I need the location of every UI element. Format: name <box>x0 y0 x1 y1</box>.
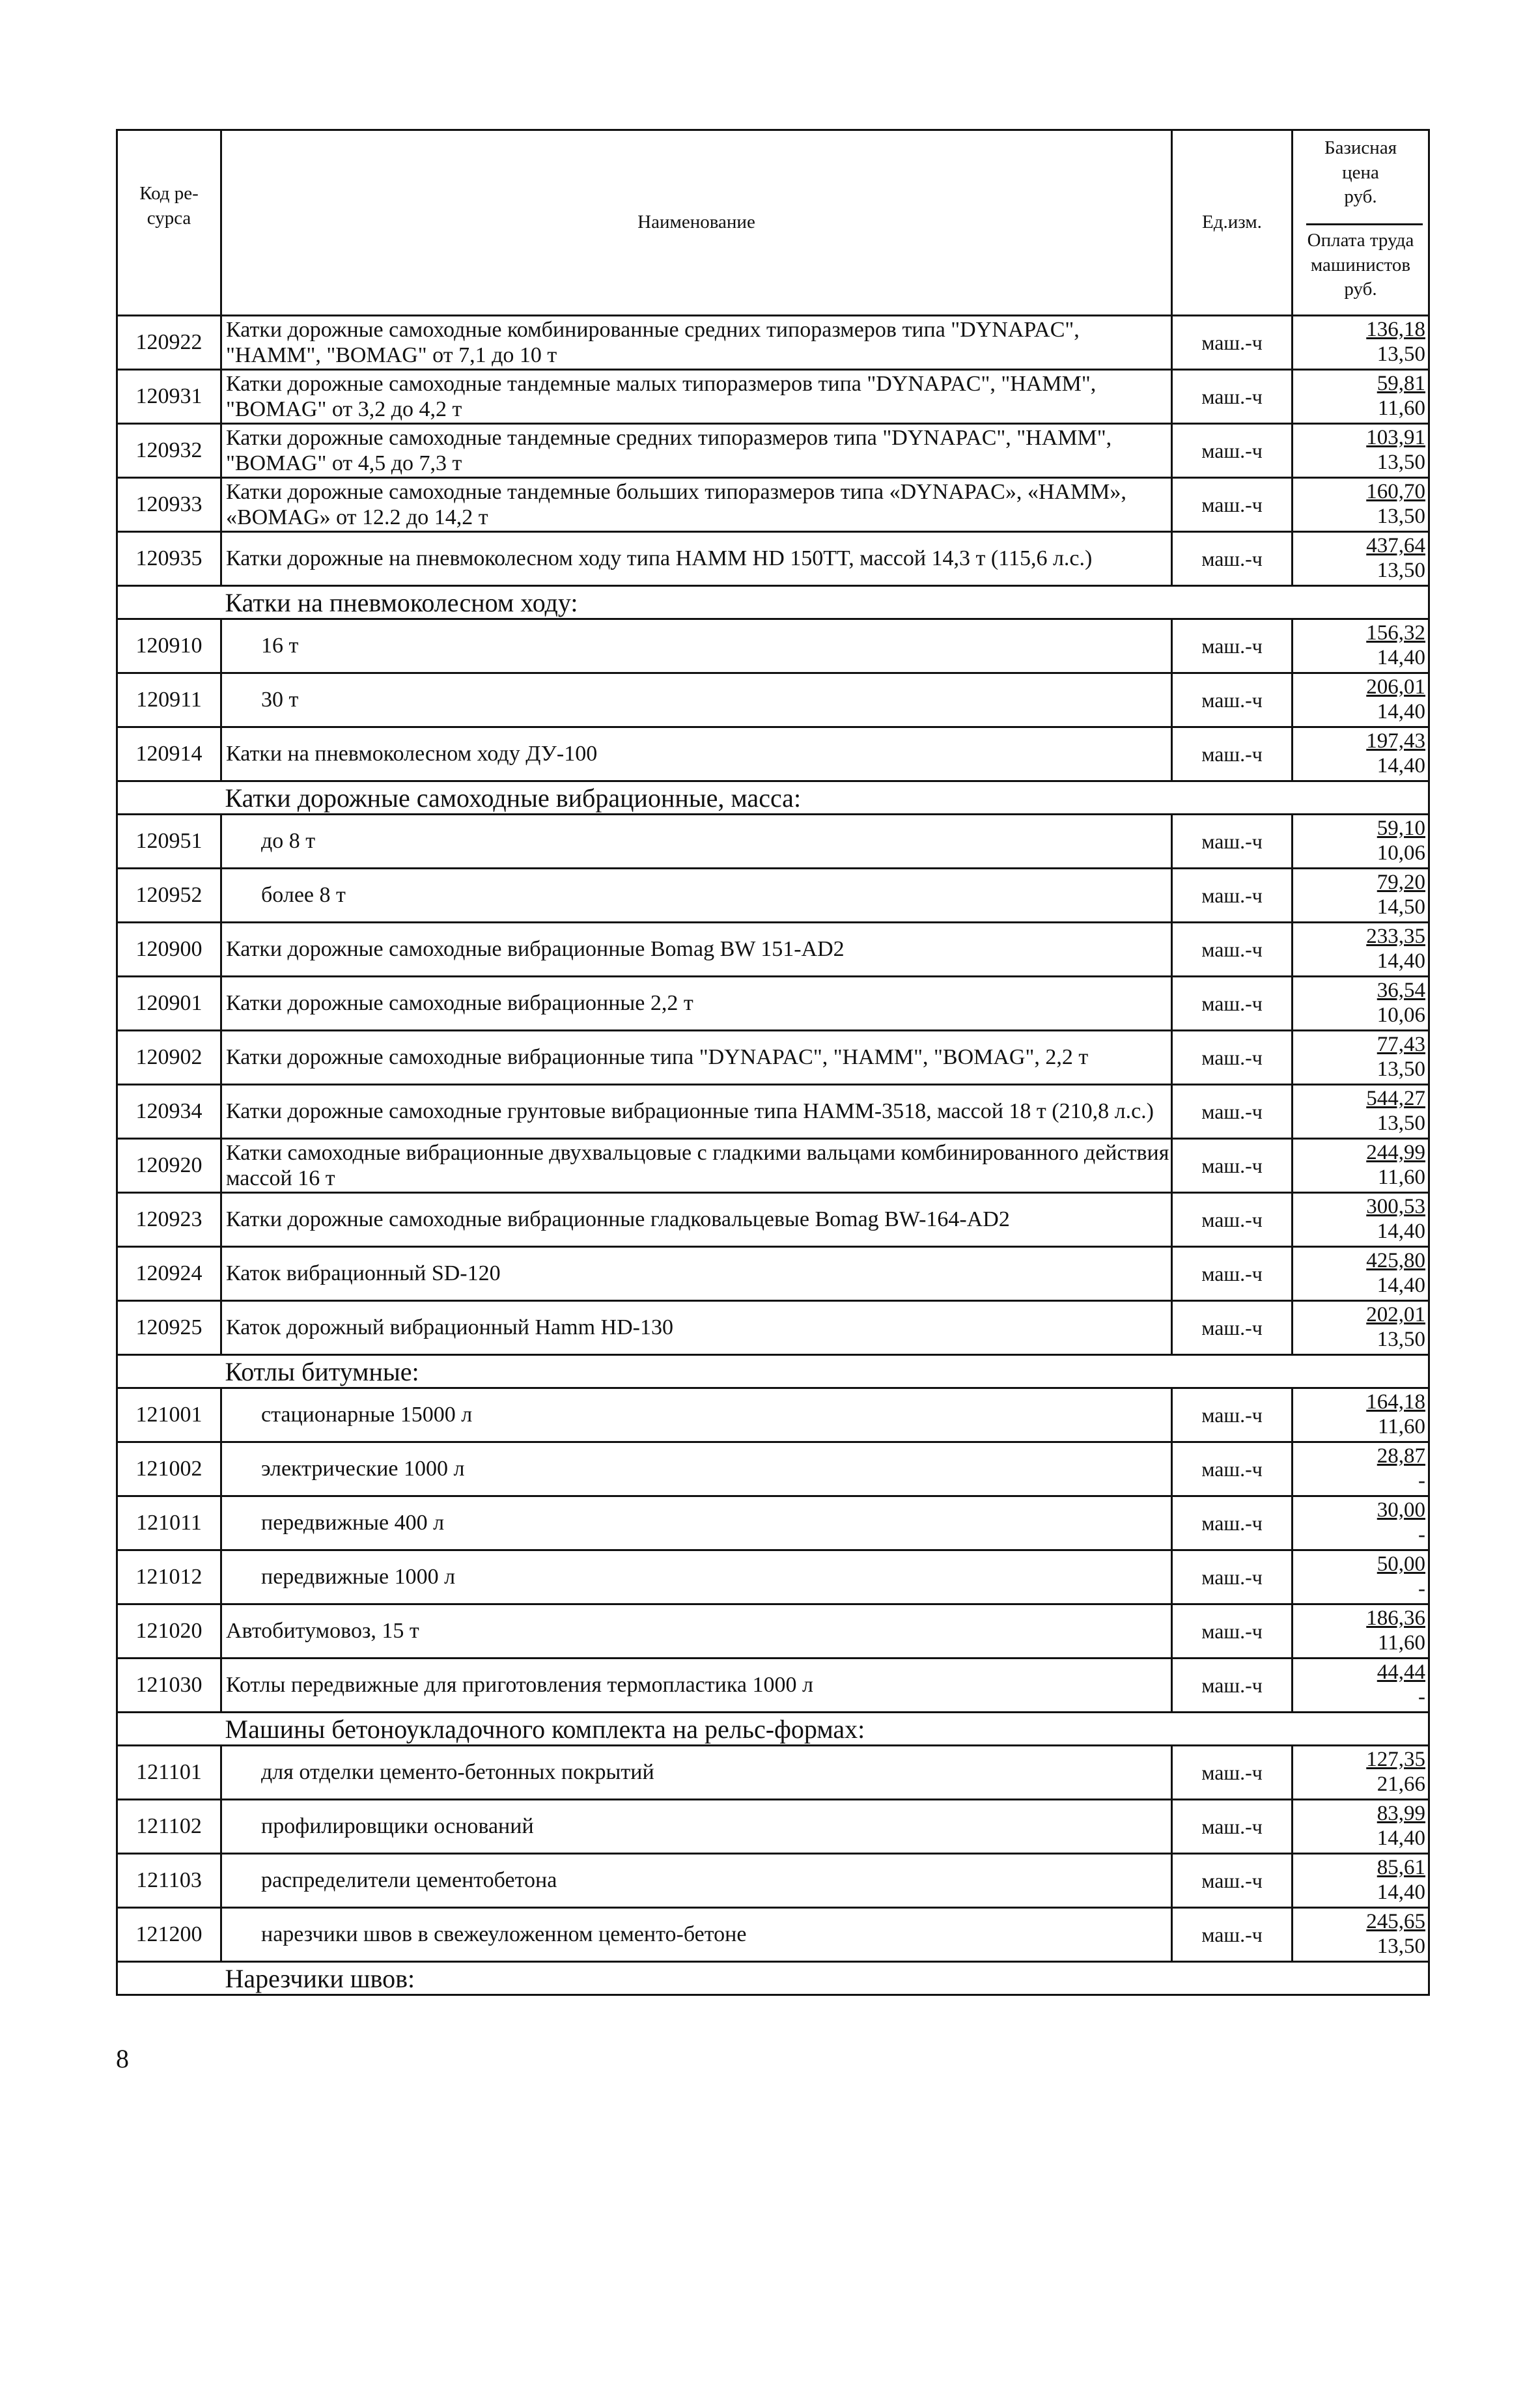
unit-of-measure: маш.-ч <box>1172 619 1293 673</box>
resource-code: 120922 <box>117 316 221 370</box>
price-cell <box>1293 1139 1429 1193</box>
operator-labor-cost: - <box>1418 1685 1425 1709</box>
table-row <box>117 1854 1429 1908</box>
header-code-label: Код ре- сурса <box>139 183 199 229</box>
base-price: 30,00 <box>1377 1498 1425 1522</box>
price-cell <box>1293 1442 1429 1496</box>
unit-of-measure: маш.-ч <box>1172 1139 1293 1193</box>
resource-name: 16 т <box>221 619 1172 673</box>
base-price: 202,01 <box>1366 1303 1425 1327</box>
header-base-price: Базисная цена руб. <box>1324 137 1397 208</box>
table-row <box>117 1604 1429 1659</box>
base-price: 233,35 <box>1366 925 1425 949</box>
base-price: 85,61 <box>1377 1856 1425 1880</box>
resource-code: 121012 <box>117 1550 221 1604</box>
table-row <box>117 673 1429 727</box>
operator-labor-cost: 14,40 <box>1377 1220 1425 1243</box>
operator-labor-cost: 10,06 <box>1377 1003 1425 1027</box>
group-code-cell <box>117 586 221 619</box>
base-price: 59,81 <box>1377 372 1425 396</box>
resource-name: Катки на пневмоколесном ходу ДУ-100 <box>221 727 1172 781</box>
group-heading: Машины бетоноукладочного комплекта на рельс-формах: <box>221 1713 1429 1746</box>
resource-code: 120910 <box>117 619 221 673</box>
operator-labor-cost: 14,40 <box>1377 754 1425 777</box>
resource-code: 120911 <box>117 673 221 727</box>
unit-of-measure: маш.-ч <box>1172 869 1293 923</box>
table-row <box>117 1908 1429 1962</box>
table-body <box>117 316 1429 1995</box>
group-heading: Катки дорожные самоходные вибрационные, масса: <box>221 781 1429 815</box>
unit-of-measure: маш.-ч <box>1172 1746 1293 1800</box>
base-price: 437,64 <box>1366 534 1425 558</box>
resource-code: 120923 <box>117 1193 221 1247</box>
operator-labor-cost: 14,50 <box>1377 895 1425 919</box>
price-cell <box>1293 424 1429 478</box>
operator-labor-cost: 14,40 <box>1377 700 1425 723</box>
group-heading: Нарезчики швов: <box>221 1962 1429 1995</box>
table-row <box>117 619 1429 673</box>
resource-name: Каток вибрационный SD-120 <box>221 1247 1172 1301</box>
price-cell <box>1293 1031 1429 1085</box>
group-heading-row <box>117 1713 1429 1746</box>
table-row <box>117 1247 1429 1301</box>
unit-of-measure: маш.-ч <box>1172 1442 1293 1496</box>
price-cell <box>1293 1746 1429 1800</box>
group-code-cell <box>117 1962 221 1995</box>
table-row <box>117 727 1429 781</box>
resource-name: Автобитумовоз, 15 т <box>221 1604 1172 1659</box>
price-cell <box>1293 1247 1429 1301</box>
unit-of-measure: маш.-ч <box>1172 923 1293 977</box>
resource-code: 121001 <box>117 1388 221 1442</box>
operator-labor-cost: 13,50 <box>1377 1328 1425 1351</box>
group-heading-row <box>117 1962 1429 1995</box>
base-price: 44,44 <box>1377 1660 1425 1685</box>
resource-code: 120934 <box>117 1085 221 1139</box>
unit-of-measure: маш.-ч <box>1172 1496 1293 1550</box>
operator-labor-cost: 11,60 <box>1377 1166 1425 1189</box>
resource-code: 120933 <box>117 478 221 532</box>
group-heading-row <box>117 586 1429 619</box>
price-cell <box>1293 1193 1429 1247</box>
unit-of-measure: маш.-ч <box>1172 1388 1293 1442</box>
resource-name: до 8 т <box>221 815 1172 869</box>
resource-name: Катки дорожные на пневмоколесном ходу типа HAMM HD 150TT, массой 14,3 т (115,6 л.с.) <box>221 532 1172 586</box>
operator-labor-cost: 13,50 <box>1377 505 1425 528</box>
resource-name: распределители цементобетона <box>221 1854 1172 1908</box>
resource-name: передвижные 1000 л <box>221 1550 1172 1604</box>
price-cell <box>1293 673 1429 727</box>
unit-of-measure: маш.-ч <box>1172 727 1293 781</box>
base-price: 36,54 <box>1377 979 1425 1003</box>
operator-labor-cost: 11,60 <box>1377 1631 1425 1655</box>
operator-labor-cost: 14,40 <box>1377 949 1425 973</box>
price-cell <box>1293 1854 1429 1908</box>
resource-code: 120900 <box>117 923 221 977</box>
unit-of-measure: маш.-ч <box>1172 1800 1293 1854</box>
resource-code: 120902 <box>117 1031 221 1085</box>
price-cell <box>1293 1301 1429 1355</box>
base-price: 544,27 <box>1366 1087 1425 1111</box>
unit-of-measure: маш.-ч <box>1172 1301 1293 1355</box>
table-row <box>117 1442 1429 1496</box>
resource-name: для отделки цементо-бетонных покрытий <box>221 1746 1172 1800</box>
resource-name: Катки дорожные самоходные комбинированные средних типоразмеров типа "DYNAPAC", "HAMM", "BOMAG" от 7,1 до 10 т <box>221 316 1172 370</box>
base-price: 83,99 <box>1377 1802 1425 1826</box>
header-code <box>117 130 221 316</box>
resource-name: стационарные 15000 л <box>221 1388 1172 1442</box>
operator-labor-cost: 13,50 <box>1377 1057 1425 1081</box>
price-cell <box>1293 977 1429 1031</box>
resource-name: Катки дорожные самоходные вибрационные гладковальцевые Bomag BW-164-AD2 <box>221 1193 1172 1247</box>
resource-name: 30 т <box>221 673 1172 727</box>
unit-of-measure: маш.-ч <box>1172 316 1293 370</box>
group-code-cell <box>117 781 221 815</box>
header-price <box>1293 130 1429 316</box>
unit-of-measure: маш.-ч <box>1172 370 1293 424</box>
table-row <box>117 424 1429 478</box>
operator-labor-cost: - <box>1418 1577 1425 1601</box>
operator-labor-cost: 14,40 <box>1377 1881 1425 1904</box>
unit-of-measure: маш.-ч <box>1172 1193 1293 1247</box>
price-cell <box>1293 815 1429 869</box>
resource-name: Катки дорожные самоходные грунтовые вибрационные типа HAMM-3518, массой 18 т (210,8 л.с.) <box>221 1085 1172 1139</box>
price-cell <box>1293 619 1429 673</box>
price-cell <box>1293 1604 1429 1659</box>
base-price: 164,18 <box>1366 1390 1425 1414</box>
resource-code: 121030 <box>117 1659 221 1713</box>
resource-name: Катки дорожные самоходные тандемные малых типоразмеров типа "DYNAPAC", "HAMM", "BOMAG" от 3,2 до 4,2 т <box>221 370 1172 424</box>
base-price: 50,00 <box>1377 1552 1425 1576</box>
table-row <box>117 1139 1429 1193</box>
resource-code: 121011 <box>117 1496 221 1550</box>
price-cell <box>1293 1550 1429 1604</box>
operator-labor-cost: 13,50 <box>1377 1112 1425 1135</box>
operator-labor-cost: 13,50 <box>1377 451 1425 474</box>
operator-labor-cost: - <box>1418 1523 1425 1547</box>
unit-of-measure: маш.-ч <box>1172 1908 1293 1962</box>
price-table-page <box>116 129 1428 2408</box>
table-row <box>117 1659 1429 1713</box>
operator-labor-cost: 13,50 <box>1377 343 1425 366</box>
resource-name: нарезчики швов в свежеуложенном цементо-бетоне <box>221 1908 1172 1962</box>
base-price: 425,80 <box>1366 1249 1425 1273</box>
base-price: 197,43 <box>1366 729 1425 753</box>
resource-code: 121101 <box>117 1746 221 1800</box>
table-row <box>117 370 1429 424</box>
resource-name: более 8 т <box>221 869 1172 923</box>
base-price: 127,35 <box>1366 1748 1425 1772</box>
header-operator-labor: Оплата труда машинистов руб. <box>1307 230 1414 300</box>
header-unit: Ед.изм. <box>1172 130 1293 316</box>
table-row <box>117 815 1429 869</box>
header-divider <box>1306 223 1423 225</box>
operator-labor-cost: - <box>1418 1469 1425 1492</box>
resource-name: Катки дорожные самоходные вибрационные Bomag BW 151-AD2 <box>221 923 1172 977</box>
unit-of-measure: маш.-ч <box>1172 1604 1293 1659</box>
price-cell <box>1293 370 1429 424</box>
price-cell <box>1293 1908 1429 1962</box>
table-row <box>117 1031 1429 1085</box>
table-row <box>117 869 1429 923</box>
resource-name: Каток дорожный вибрационный Hamm HD-130 <box>221 1301 1172 1355</box>
resource-name: Котлы передвижные для приготовления термопластика 1000 л <box>221 1659 1172 1713</box>
base-price: 160,70 <box>1366 480 1425 504</box>
resource-name: Катки дорожные самоходные тандемные средних типоразмеров типа "DYNAPAC", "HAMM", "BOMAG" от 4,5 до 7,3 т <box>221 424 1172 478</box>
resource-code: 121102 <box>117 1800 221 1854</box>
resource-code: 121103 <box>117 1854 221 1908</box>
operator-labor-cost: 14,40 <box>1377 1274 1425 1297</box>
group-heading: Котлы битумные: <box>221 1355 1429 1388</box>
resource-code: 120952 <box>117 869 221 923</box>
operator-labor-cost: 10,06 <box>1377 841 1425 865</box>
table-row <box>117 1550 1429 1604</box>
price-cell <box>1293 1496 1429 1550</box>
price-cell <box>1293 316 1429 370</box>
base-price: 103,91 <box>1366 426 1425 450</box>
table-row <box>117 316 1429 370</box>
resource-code: 120931 <box>117 370 221 424</box>
resource-code: 120914 <box>117 727 221 781</box>
operator-labor-cost: 21,66 <box>1377 1772 1425 1796</box>
table-row <box>117 478 1429 532</box>
group-heading-row <box>117 1355 1429 1388</box>
unit-of-measure: маш.-ч <box>1172 815 1293 869</box>
price-cell <box>1293 1388 1429 1442</box>
price-cell <box>1293 727 1429 781</box>
resource-name: Катки самоходные вибрационные двухвальцовые с гладкими вальцами комбинированного действия массой 16 т <box>221 1139 1172 1193</box>
price-cell <box>1293 1659 1429 1713</box>
group-heading: Катки на пневмоколесном ходу: <box>221 586 1429 619</box>
operator-labor-cost: 14,40 <box>1377 646 1425 669</box>
base-price: 245,65 <box>1366 1910 1425 1934</box>
table-row <box>117 1496 1429 1550</box>
price-cell <box>1293 478 1429 532</box>
resource-code: 120925 <box>117 1301 221 1355</box>
group-code-cell <box>117 1713 221 1746</box>
table-header-row <box>117 130 1429 316</box>
resource-code: 121002 <box>117 1442 221 1496</box>
unit-of-measure: маш.-ч <box>1172 478 1293 532</box>
resource-name: Катки дорожные самоходные вибрационные 2,2 т <box>221 977 1172 1031</box>
unit-of-measure: маш.-ч <box>1172 1659 1293 1713</box>
price-cell <box>1293 1800 1429 1854</box>
table-row <box>117 1800 1429 1854</box>
base-price: 244,99 <box>1366 1141 1425 1165</box>
table-row <box>117 1193 1429 1247</box>
base-price: 206,01 <box>1366 675 1425 699</box>
resource-code: 120935 <box>117 532 221 586</box>
resource-price-table <box>116 129 1430 1996</box>
price-cell <box>1293 1085 1429 1139</box>
unit-of-measure: маш.-ч <box>1172 532 1293 586</box>
base-price: 186,36 <box>1366 1606 1425 1631</box>
table-row <box>117 1746 1429 1800</box>
resource-code: 121020 <box>117 1604 221 1659</box>
base-price: 28,87 <box>1377 1444 1425 1468</box>
price-cell <box>1293 532 1429 586</box>
unit-of-measure: маш.-ч <box>1172 1550 1293 1604</box>
resource-code: 120951 <box>117 815 221 869</box>
group-code-cell <box>117 1355 221 1388</box>
table-row <box>117 1388 1429 1442</box>
resource-code: 120901 <box>117 977 221 1031</box>
table-row <box>117 1085 1429 1139</box>
base-price: 59,10 <box>1377 817 1425 841</box>
table-row <box>117 1301 1429 1355</box>
group-heading-row <box>117 781 1429 815</box>
operator-labor-cost: 14,40 <box>1377 1827 1425 1850</box>
price-cell <box>1293 923 1429 977</box>
resource-name: Катки дорожные самоходные тандемные больших типоразмеров типа «DYNAPAC», «HAMM», «BOMAG» от 12.2 до 14,2 т <box>221 478 1172 532</box>
base-price: 79,20 <box>1377 871 1425 895</box>
header-name: Наименование <box>221 130 1172 316</box>
unit-of-measure: маш.-ч <box>1172 977 1293 1031</box>
resource-code: 120924 <box>117 1247 221 1301</box>
operator-labor-cost: 13,50 <box>1377 559 1425 582</box>
unit-of-measure: маш.-ч <box>1172 1854 1293 1908</box>
operator-labor-cost: 13,50 <box>1377 1935 1425 1958</box>
price-cell <box>1293 869 1429 923</box>
operator-labor-cost: 11,60 <box>1377 397 1425 420</box>
resource-name: Катки дорожные самоходные вибрационные типа "DYNAPAC", "HAMM", "BOMAG", 2,2 т <box>221 1031 1172 1085</box>
table-row <box>117 923 1429 977</box>
unit-of-measure: маш.-ч <box>1172 424 1293 478</box>
resource-code: 121200 <box>117 1908 221 1962</box>
unit-of-measure: маш.-ч <box>1172 1031 1293 1085</box>
base-price: 136,18 <box>1366 318 1425 342</box>
resource-name: профилировщики оснований <box>221 1800 1172 1854</box>
operator-labor-cost: 11,60 <box>1377 1415 1425 1438</box>
resource-code: 120920 <box>117 1139 221 1193</box>
resource-name: электрические 1000 л <box>221 1442 1172 1496</box>
unit-of-measure: маш.-ч <box>1172 1247 1293 1301</box>
base-price: 300,53 <box>1366 1195 1425 1219</box>
page-number: 8 <box>116 2044 129 2073</box>
base-price: 77,43 <box>1377 1033 1425 1057</box>
resource-code: 120932 <box>117 424 221 478</box>
unit-of-measure: маш.-ч <box>1172 1085 1293 1139</box>
table-row <box>117 532 1429 586</box>
resource-name: передвижные 400 л <box>221 1496 1172 1550</box>
base-price: 156,32 <box>1366 621 1425 645</box>
unit-of-measure: маш.-ч <box>1172 673 1293 727</box>
table-row <box>117 977 1429 1031</box>
